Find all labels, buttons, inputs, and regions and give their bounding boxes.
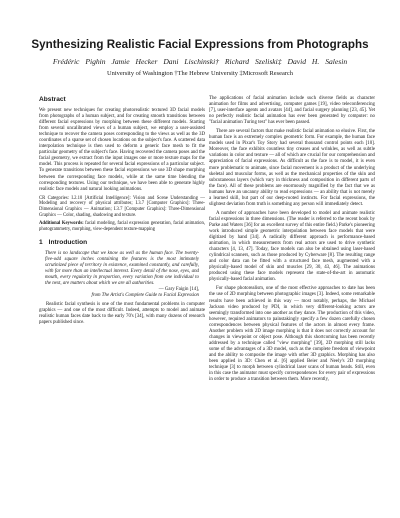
right-column [209,96,375,383]
body-paragraph: There are several factors that make realistic facial animation so elusive. First, the human face is an extremely complex geometric form. For example, the human face models used in Pixar's Toy Story had several thousand control points each [10]. Moreover, the face exhibits countless tiny creases and wrinkles, as well as subtle variations in color and texture — all of which are crucial for our comprehension and appreciation of facial expressions. As difficult as the face is to model, it is even more problematic to animate, since facial movement is a product of the underlying skeletal and muscular forms, as well as the mechanical properties of the skin and subcutaneous layers (which vary in thickness and composition in different parts of the face). All of these problems are enormously magnified by the fact that we as humans have an uncanny ability to read expressions — an ability that is not merely a learned skill, but part of our deep-rooted instincts. For facial expressions, the slightest deviation from truth is something any person will immediately detect. [209,129,375,207]
left-column [39,96,205,326]
section-number: 1 [39,238,43,246]
affiliations: University of Washington †The Hebrew University ‡Microsoft Research [107,70,293,77]
section-title: Introduction [48,238,88,246]
epigraph-source: from The Artist's Complete Guide to Facial Expression [91,293,199,299]
paper-title: Synthesizing Realistic Facial Expressions from Photographs [31,38,369,51]
section-heading-introduction [39,239,205,246]
intro-paragraph: Realistic facial synthesis is one of the most fundamental problems in computer graphics — and one of the most difficult. Indeed, attempts to model and animate realistic human faces date back to the early 70's [34], with many dozens of research papers published since. [39,302,205,326]
epigraph-quote: There is no landscape that we know as well as the human face. The twenty-five-odd square inches containing the features is the most intimately scrutinized piece of territory in existence, examined constantly, and carefully, with far more than an intellectual interest. Every detail of the nose, eyes, and mouth, every regularity in proportion, every variation from one individual to the next, are matters about which we are all authorities. [45,250,199,287]
body-paragraph: The applications of facial animation include such diverse fields as character animation for films and advertising, computer games [19], video teleconferencing [7], user-interface agents and avatars [44], and facial surgery planning [23, 45]. Yet no perfectly realistic facial animation has ever been generated by computer: no "facial animation Turing test" has ever been passed. [209,96,375,126]
abstract-text: We present new techniques for creating photorealistic textured 3D facial models from photographs of a human subject, and for creating smooth transitions between different facial expressions by morphing between these different models. Starting from several uncalibrated views of a human subject, we employ a user-assisted technique to recover the camera poses corresponding to the views as well as the 3D coordinates of a sparse set of chosen locations on the subject's face. A scattered data interpolation technique is then used to deform a generic face mesh to fit the particular geometry of the subject's face. Having recovered the camera poses and the facial geometry, we extract from the input images one or more texture maps for the model. This process is repeated for several facial expressions of a particular subject. To generate transitions between these facial expressions we use 3D shape morphing between the corresponding face models, while at the same time blending the corresponding textures. Using our technique, we have been able to generate highly realistic face models and natural looking animations. [39,108,205,192]
epigraph-author: — Gary Faigin [14], [158,287,199,293]
keywords-text: facial modeling, facial expression generation, facial animation, photogrammetry, morphing, view-dependent texture-mapping [39,221,205,233]
keywords [39,221,205,232]
body-paragraph: A number of approaches have been developed to model and animate realistic facial expressions in three dimensions. (The reader is referred to the recent book by Parke and Waters [36] for an excellent survey of this entire field.) Parke's pioneering work introduced simple geometric interpolation between face models that were digitized by hand [34]. A radically different approach is performance-based animation, in which measurements from real actors are used to drive synthetic characters [4, 13, 47]. Today, face models can also be obtained using laser-based cylindrical scanners, such as those produced by Cyberware [8]. The resulting range and color data can be fitted with a structured face mesh, augmented with a physically-based model of skin and muscles [29, 30, 43, 46]. The animations produced using these face models represent the state-of-the-art in automatic physically-based facial animation. [209,210,375,283]
abstract-heading: Abstract [39,96,66,103]
keywords-label: Additional Keywords: [39,221,84,227]
body-paragraph: For shape photorealism, one of the most effective approaches to date has been the use of 2D morphing between photographic images [3]. Indeed, some remarkable results have been achieved in this way — most notably, perhaps, the Michael Jackson video produced by PDI, in which very different-looking actors are seemingly transformed into one another as they dance. The production of this video, however, required animators to painstakingly specify a few dozen carefully chosen correspondences between physical features of the actors in almost every frame. Another problem with 2D image morphing is that it does not correctly account for changes in viewpoint or object pose. Although this shortcoming has been recently addressed by a technique called "view morphing" [39], 2D morphing still lacks some of the advantages of a 3D model, such as the complete freedom of viewpoint and the ability to composite the image with other 3D graphics. Morphing has also been applied in 3D: Chen et al. [6] applied Beier and Neely's 2D morphing technique [3] to morph between cylindrical laser scans of human heads. Still, even in this case the animator must specify correspondences for every pair of expressions in order to produce a transition between them. More recently, [209,286,375,383]
author-list: Frédéric Pighin Jamie Hecker Dani Lischinski† Richard Szeliski‡ David H. Salesin [52,57,348,66]
cr-categories: CR Categories: I.2.10 [Artificial Intelligence]: Vision and Scene Understanding — Modeling and recovery of physical attributes; I.3.7 [Computer Graphics]: Three-Dimensional Graphics — Animation; I.3.7 [Computer Graphics]: Three-Dimensional Graphics — Color, shading, shadowing and texture. [39,195,205,218]
